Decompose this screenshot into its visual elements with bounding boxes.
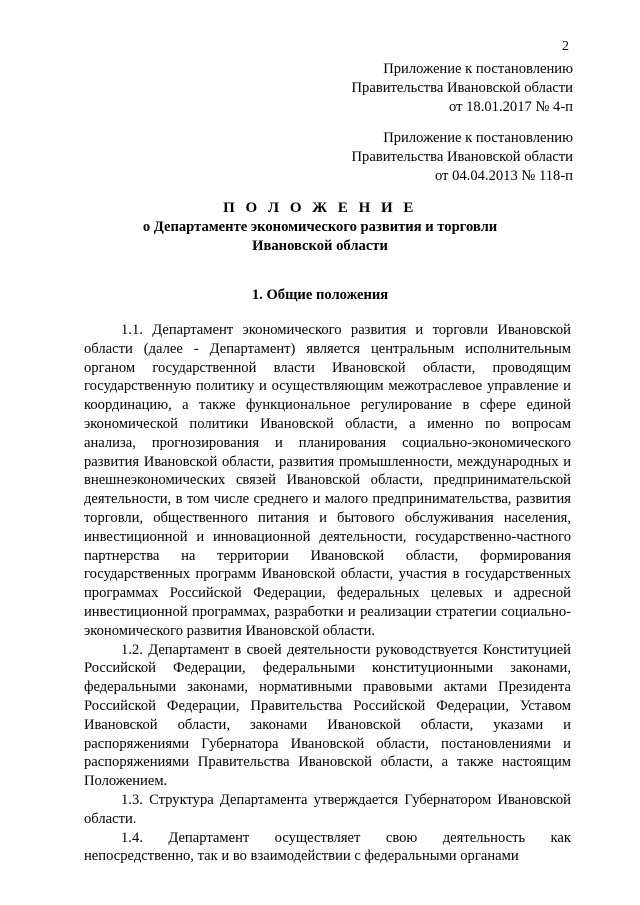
paragraph-1-4: 1.4. Департамент осуществляет свою деятельность как непосредственно, так и во взаимодействии с федеральными органами (84, 829, 571, 865)
appendix-original-line2: Правительства Ивановской области (351, 149, 573, 165)
paragraph-1-3: 1.3. Структура Департамента утверждается Губернатором Ивановской области. (84, 791, 571, 827)
appendix-current-line1: Приложение к постановлению (383, 61, 573, 77)
appendix-header-current (352, 60, 573, 117)
page-number: 2 (562, 39, 569, 54)
section-heading: 1. Общие положения (251, 287, 389, 303)
appendix-current-line3: от 18.01.2017 № 4-п (449, 99, 573, 115)
document-title-block (72, 199, 568, 256)
appendix-header-original (352, 129, 573, 186)
appendix-current-line2: Правительства Ивановской области (351, 80, 573, 96)
document-subtitle-line1: о Департаменте экономического развития и торговли (142, 219, 498, 235)
paragraph-1-1: 1.1. Департамент экономического развития и торговли Ивановской области (далее - Департамент) является центральным исполнительным органом государственной власти Ивановской области, проводящим государственную политику и осуществляющим межотраслевое управление и координацию, а также функциональное регулирование в сфере единой экономической политики Ивановской области, а именно по вопросам анализа, прогнозирования и планирования социально-экономического развития Ивановской области, развития промышленности, международных и внешнеэкономических связей Ивановской области, предпринимательской деятельности, в том числе среднего и малого предпринимательства, развития торговли, общественного питания и бытового обслуживания населения, инвестиционной и инновационной деятельности, государственно-частного партнерства на территории Ивановской области, формирования государственных программ Ивановской области, участия в государственных программах Российской Федерации, федеральных целевых и адресной инвестиционной программах, разработки и реализации стратегии социально-экономического развития Ивановской области. (84, 322, 571, 639)
paragraph-1-2: 1.2. Департамент в своей деятельности руководствуется Конституцией Российской Федерации, федеральными конституционными законами, федеральными законами, нормативными правовыми актами Президента Российской Федерации, Правительства Российской Федерации, Уставом Ивановской области, законами Ивановской области, указами и распоряжениями Губернатора Ивановской области, постановлениями и распоряжениями Правительства Ивановской области, а также настоящим Положением. (84, 641, 571, 790)
appendix-original-line1: Приложение к постановлению (383, 130, 573, 146)
document-subtitle-line2: Ивановской области (252, 238, 388, 254)
document-body (84, 321, 571, 866)
document-title: П О Л О Ж Е Н И Е (223, 200, 417, 216)
appendix-original-line3: от 04.04.2013 № 118-п (434, 168, 573, 184)
